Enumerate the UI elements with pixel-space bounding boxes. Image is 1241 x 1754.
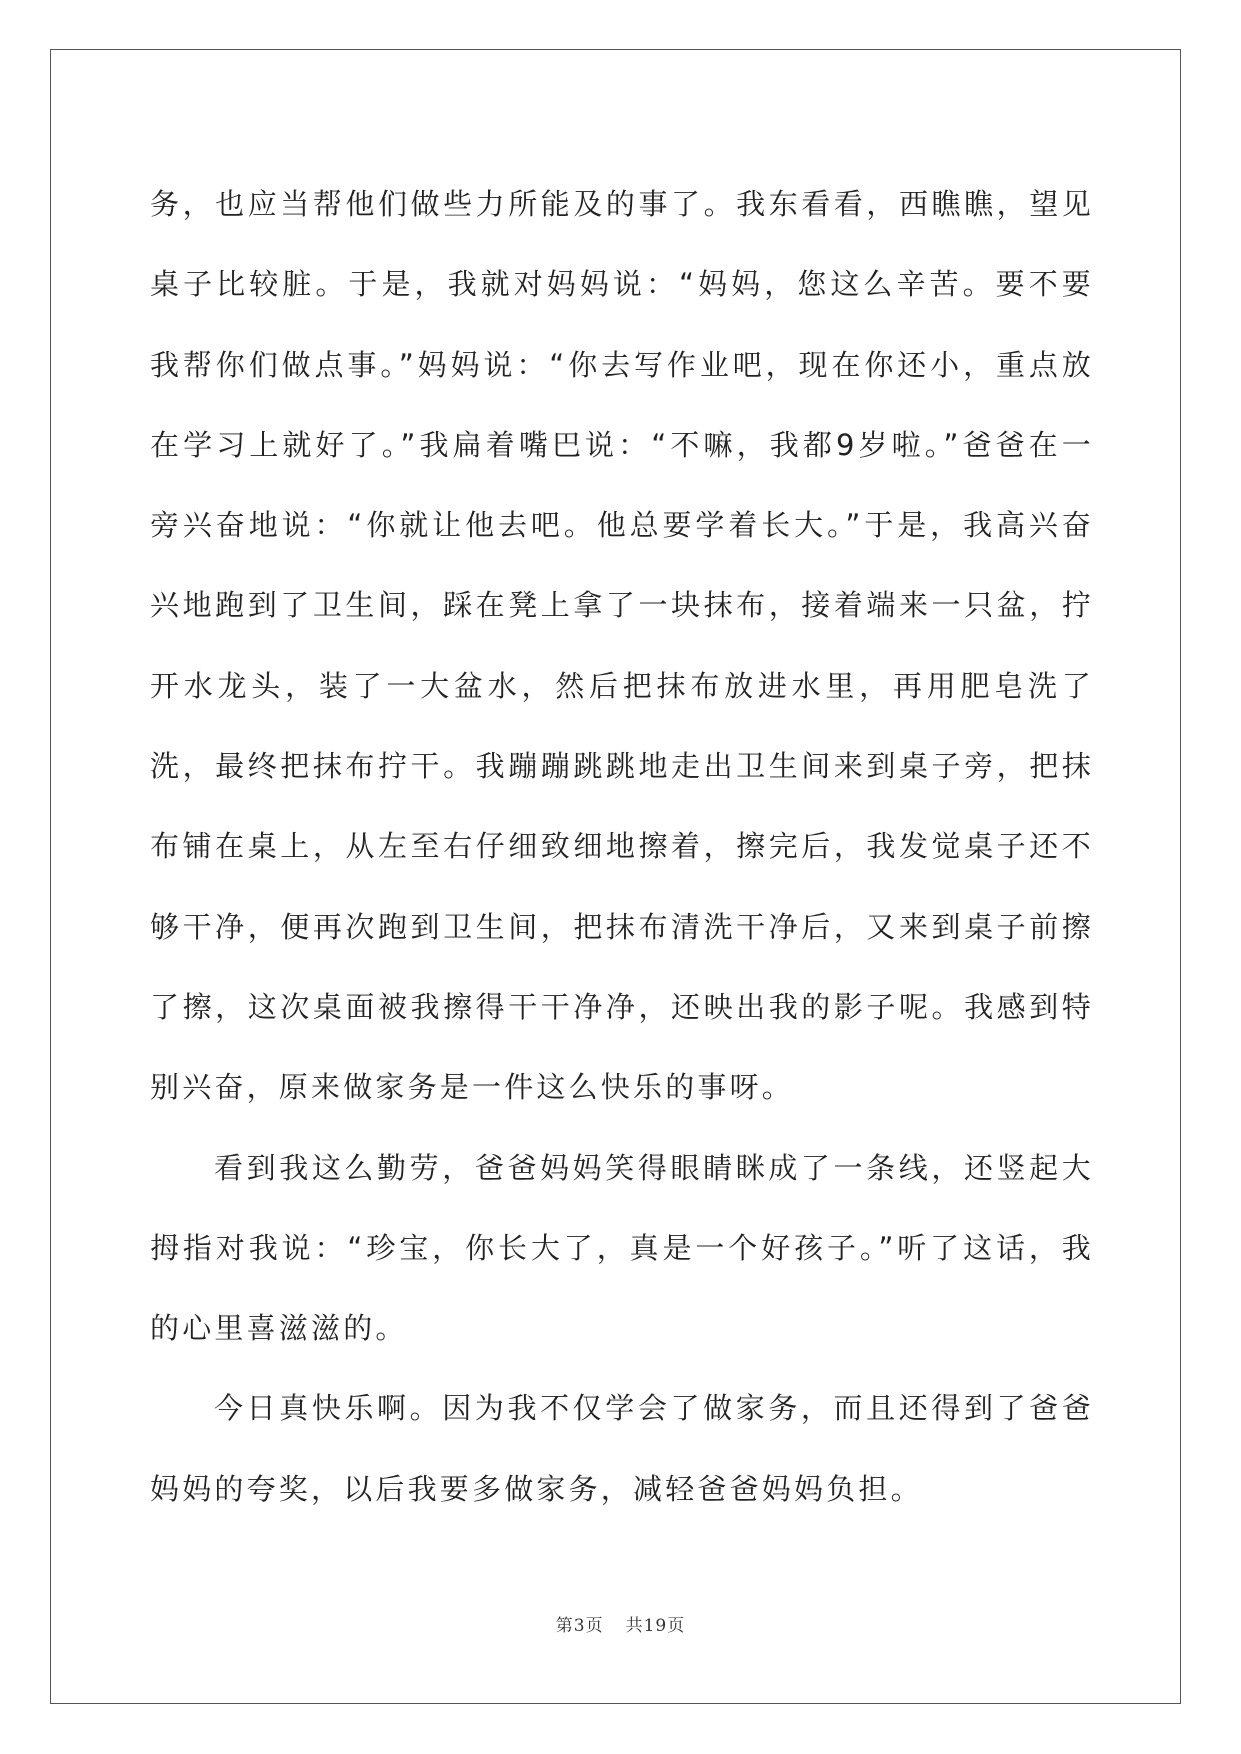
page-footer	[0, 1611, 1241, 1636]
page-number: 第3页	[555, 1616, 604, 1636]
paragraph-3: 今日真快乐啊。因为我不仅学会了做家务，而且还得到了爸爸妈妈的夸奖，以后我要多做家务，减轻爸爸妈妈负担。	[150, 1391, 1094, 1506]
document-body	[150, 164, 1094, 1529]
page-total: 共19页	[625, 1616, 686, 1636]
paragraph-1: 务，也应当帮他们做些力所能及的事了。我东看看，西瞧瞧，望见桌子比较脏。于是，我就对妈妈说：“妈妈，您这么辛苦。要不要我帮你们做点事。”妈妈说：“你去写作业吧，现在你还小，重点放在学习上就好了。”我扁着嘴巴说：“不嘛，我都9岁啦。”爸爸在一旁兴奋地说：“你就让他去吧。他总要学着长大。”于是，我高兴奋兴地跑到了卫生间，踩在凳上拿了一块抹布，接着端来一只盆，拧开水龙头，装了一大盆水，然后把抹布放进水里，再用肥皂洗了洗，最终把抹布拧干。我蹦蹦跳跳地走出卫生间来到桌子旁，把抹布铺在桌上，从左至右仔细致细地擦着，擦完后，我发觉桌子还不够干净，便再次跑到卫生间，把抹布清洗干净后，又来到桌子前擦了擦，这次桌面被我擦得干干净净，还映出我的影子呢。我感到特别兴奋，原来做家务是一件这么快乐的事呀。	[150, 187, 1094, 1105]
paragraph-2: 看到我这么勤劳，爸爸妈妈笑得眼睛眯成了一条线，还竖起大拇指对我说：“珍宝，你长大了，真是一个好孩子。”听了这话，我的心里喜滋滋的。	[150, 1150, 1094, 1346]
